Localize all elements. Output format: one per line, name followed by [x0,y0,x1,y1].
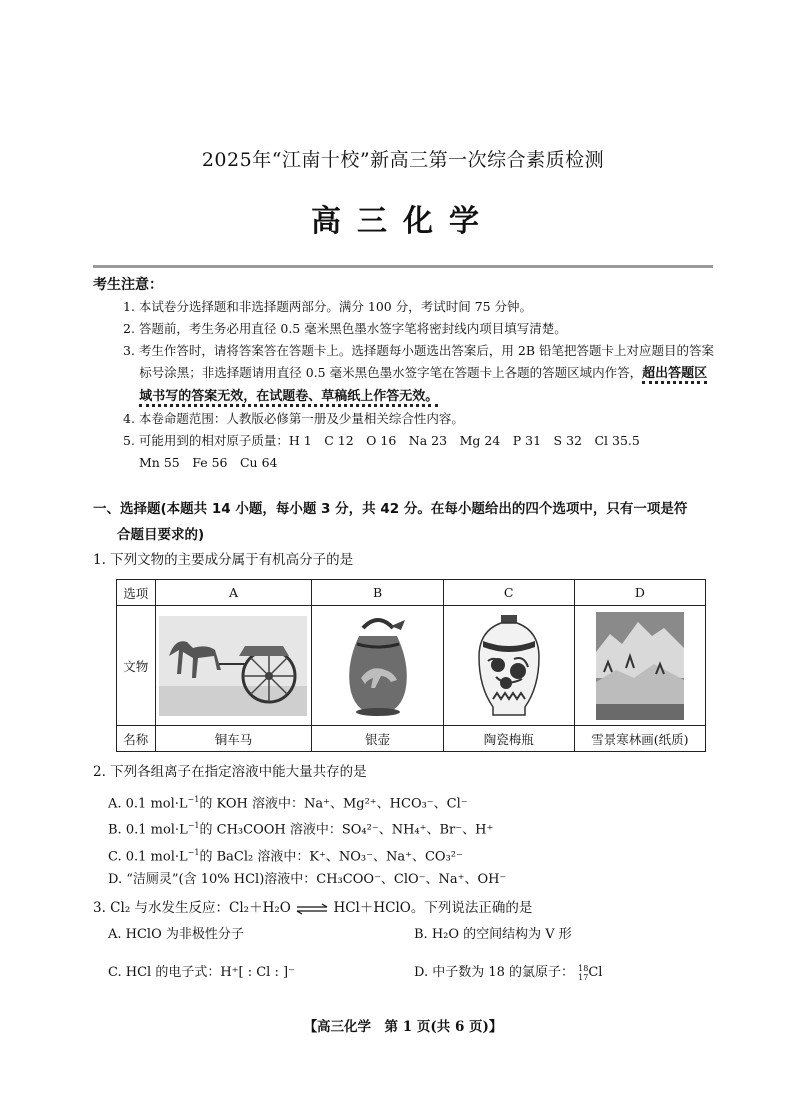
q3-stem [93,898,532,918]
section-heading-line2: 合题目要求的) [117,527,205,543]
notice-item-3-text: 3. 考生作答时，请将答案答在答题卡上。选择题每小题选出答案后，用 2B 铅笔把答题卡上对应题目的答案标号涂黑；非选择题请用直径 0.5 毫米黑色墨水签字笔在答题卡上各题的答题区域内作答， [123,343,714,380]
q1-image-cell-b [312,606,443,726]
q3-option-d [414,963,602,983]
q2-option-a-rest: 的 KOH 溶液中：Na⁺、Mg²⁺、HCO₃⁻、Cl⁻ [199,796,468,812]
q2-option-c-prefix: C. 0.1 mol·L [108,849,188,865]
q2-option-c-exponent: −1 [187,848,200,857]
q2-option-d: D. “洁厕灵”(含 10% HCl)溶液中：CH₃COO⁻、ClO⁻、Na⁺、OH⁻ [108,872,507,887]
q2-option-c [108,843,463,867]
q3-stem-end: HCl＋HClO。下列说法正确的是 [333,900,533,916]
q1-image-cell-c [443,606,574,726]
equilibrium-arrow-icon [295,903,329,915]
q1-table-header-row [117,580,706,606]
notice-item-4: 4. 本卷命题范围：人教版必修第一册及少量相关综合性内容。 [123,411,464,426]
notice-item-2: 2. 答题前，考生务必用直径 0.5 毫米黑色墨水签字笔将密封线内项目填写清楚。 [123,321,567,336]
q1-name-d: 雪景寒林画(纸质) [574,726,705,752]
q1-name-b: 银壶 [312,726,443,752]
q3-option-a: A. HClO 为非极性分子 [108,927,244,942]
header-divider [93,265,713,268]
q1-row-header-relic: 文物 [117,606,156,726]
q2-option-a-prefix: A. 0.1 mol·L [108,796,188,812]
q2-option-a-exponent: −1 [187,795,200,804]
notice-item-5: 5. 可能用到的相对原子质量：H 1 C 12 O 16 Na 23 Mg 24 P 31 S 32 Cl 35.5 [123,433,640,448]
q1-option-c: C [443,580,574,606]
q3-mass-number: 18 [578,963,589,973]
q2-option-b-rest: 的 CH₃COOH 溶液中：SO₄²⁻、NH₄⁺、Br⁻、H⁺ [199,822,494,838]
q3-atomic-number: 17 [578,972,589,982]
q1-image-cell-a [155,606,312,726]
q2-option-b-exponent: −1 [187,821,200,830]
q3-option-c: C. HCl 的电子式：H⁺[ : Cl : ]⁻ [108,965,295,980]
q1-name-a: 铜车马 [155,726,312,752]
notice-item-5-cont: Mn 55 Fe 56 Cu 64 [139,455,278,470]
q1-option-a: A [155,580,312,606]
q1-row-header-option: 选项 [117,580,156,606]
q1-stem: 1. 下列文物的主要成分属于有机高分子的是 [93,552,354,568]
q1-row-header-name: 名称 [117,726,156,752]
section-heading-line1: 一、选择题(本题共 14 小题，每小题 3 分，共 42 分。在每小题给出的四个选项中，只有一项是符 [93,501,688,517]
section-heading [93,496,718,548]
q2-option-b-prefix: B. 0.1 mol·L [108,822,188,838]
q2-option-b [108,816,493,840]
q3-stem-start: 3. Cl₂ 与水发生反应：Cl₂＋H₂O [93,900,291,916]
silver-pot-image [333,614,423,718]
subject-title: 高三化学 [311,204,495,239]
bronze-chariot-horse-image [159,616,307,716]
snow-landscape-painting-image [596,612,684,720]
q1-option-b: B [312,580,443,606]
q1-name-c: 陶瓷梅瓶 [443,726,574,752]
q3-option-d-prefix: D. 中子数为 18 的氯原子： [414,965,575,980]
q1-option-d: D [574,580,705,606]
notice-item-3 [123,340,718,408]
exam-title: 2025年“江南十校”新高三第一次综合素质检测 [201,149,605,171]
q1-table-image-row [117,606,706,726]
q2-option-c-rest: 的 BaCl₂ 溶液中：K⁺、NO₃⁻、Na⁺、CO₃²⁻ [199,849,463,865]
q2-option-a [108,790,468,814]
porcelain-vase-image [474,613,544,719]
q1-table [116,579,706,752]
q3-element-symbol: Cl [588,965,603,980]
q3-nuclide-numbers [578,964,588,982]
notice-heading: 考生注意： [93,277,163,293]
notice-item-3-emphasis: 超出答题区域书写的答案无效，在试题卷、草稿纸上作答无效。 [139,366,707,407]
q1-table-name-row [117,726,706,752]
q3-option-b: B. H₂O 的空间结构为 V 形 [414,927,572,942]
page-footer: 【高三化学 第 1 页(共 6 页)】 [303,1019,503,1035]
notice-list [123,296,718,474]
q1-image-cell-d [574,606,705,726]
notice-item-1: 1. 本试卷分选择题和非选择题两部分。满分 100 分，考试时间 75 分钟。 [123,299,533,314]
q2-stem: 2. 下列各组离子在指定溶液中能大量共存的是 [93,764,367,780]
